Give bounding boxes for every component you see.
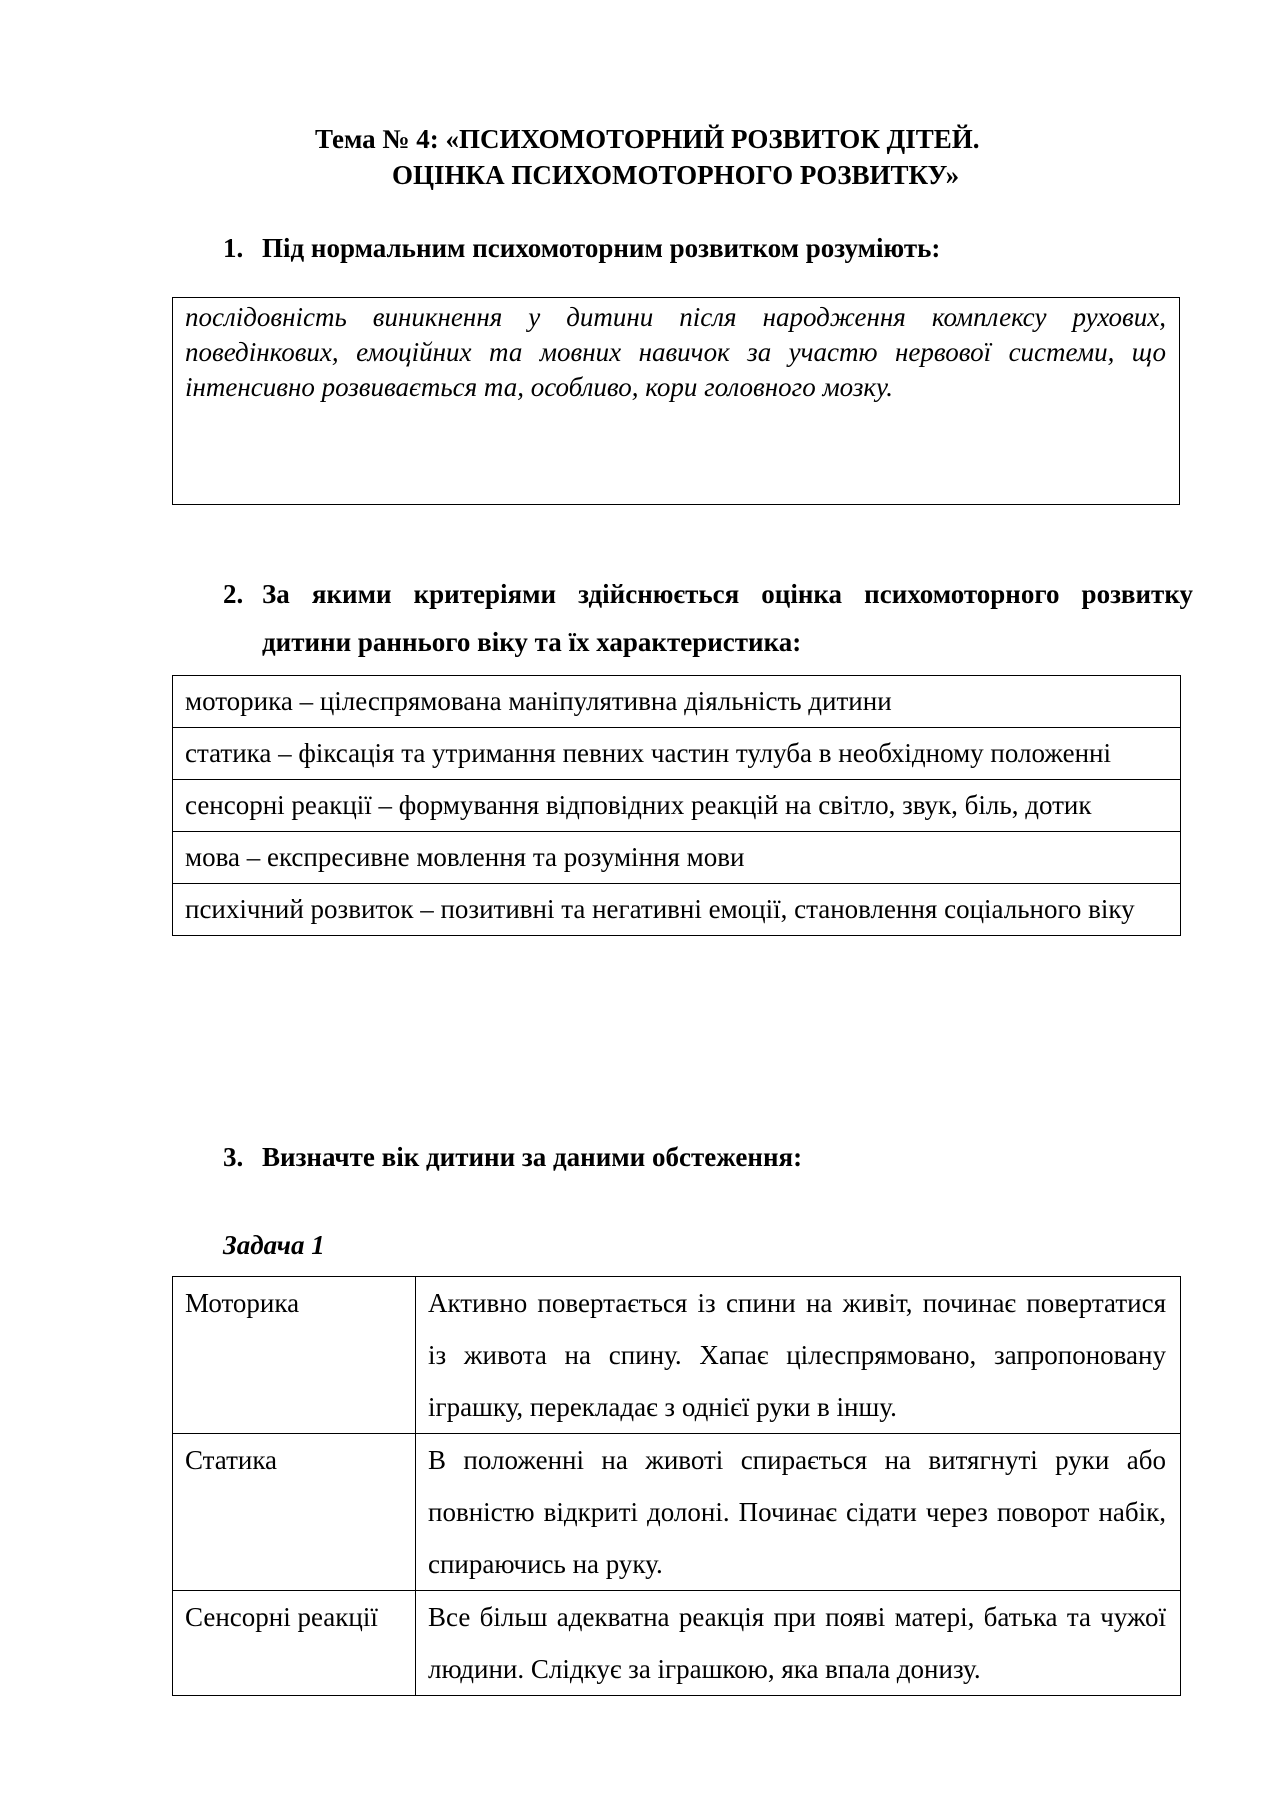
- question-1-answer-box: послідовність виникнення у дитини після народження комплексу рухових, поведінкових, емоційних та мовних навичок за участю нервової системи, що інтенсивно розвивається та, особливо, кори головного мозку.: [172, 297, 1180, 505]
- question-2-number: 2.: [223, 579, 244, 609]
- question-1-number: 1.: [223, 233, 244, 263]
- table-row: [173, 1591, 1181, 1696]
- question-1-text: Під нормальним психомоторним розвитком розуміють:: [262, 233, 941, 263]
- criteria-cell: мова – експресивне мовлення та розуміння мови: [173, 832, 1181, 884]
- criteria-cell: моторика – цілеспрямована маніпулятивна діяльність дитини: [173, 676, 1181, 728]
- criteria-cell: сенсорні реакції – формування відповідних реакцій на світло, звук, біль, дотик: [173, 780, 1181, 832]
- criterion-cell: Сенсорні реакції: [173, 1591, 416, 1696]
- question-3-text: Визначте вік дитини за даними обстеження:: [262, 1142, 803, 1172]
- title-line-1: Тема № 4: «ПСИХОМОТОРНИЙ РОЗВИТОК ДІТЕЙ.: [315, 124, 980, 154]
- description-cell: Все більш адекватна реакція при появі матері, батька та чужої людини. Слідкує за іграшкою, яка впала донизу.: [416, 1591, 1181, 1696]
- table-row: [173, 1277, 1181, 1434]
- table-row: [173, 728, 1181, 780]
- criteria-cell: психічний розвиток – позитивні та негативні емоції, становлення соціального віку: [173, 884, 1181, 936]
- question-2: [223, 570, 1193, 666]
- question-2-text: За якими критеріями здійснюється оцінка психомоторного розвитку дитини раннього віку та їх характеристика:: [262, 579, 1193, 657]
- criterion-cell: Моторика: [173, 1277, 416, 1434]
- table-row: [173, 832, 1181, 884]
- table-row: [173, 1434, 1181, 1591]
- table-row: [173, 884, 1181, 936]
- question-1: [223, 228, 1193, 268]
- title-line-2: ОЦІНКА ПСИХОМОТОРНОГО РОЗВИТКУ»: [392, 160, 960, 190]
- description-cell: Активно повертається із спини на живіт, починає повертатися із живота на спину. Хапає цілеспрямовано, запропоновану іграшку, перекладає з однієї руки в іншу.: [416, 1277, 1181, 1434]
- criteria-table: [172, 675, 1181, 936]
- question-3-number: 3.: [223, 1142, 244, 1172]
- examination-table: [172, 1276, 1181, 1696]
- description-cell: В положенні на животі спирається на витягнуті руки або повністю відкриті долоні. Починає сідати через поворот набік, спираючись на руку.: [416, 1434, 1181, 1591]
- question-3: [223, 1137, 1193, 1177]
- criterion-cell: Статика: [173, 1434, 416, 1591]
- criteria-cell: статика – фіксація та утримання певних частин тулуба в необхідному положенні: [173, 728, 1181, 780]
- task-label: Задача 1: [223, 1230, 325, 1260]
- table-row: [173, 780, 1181, 832]
- table-row: [173, 676, 1181, 728]
